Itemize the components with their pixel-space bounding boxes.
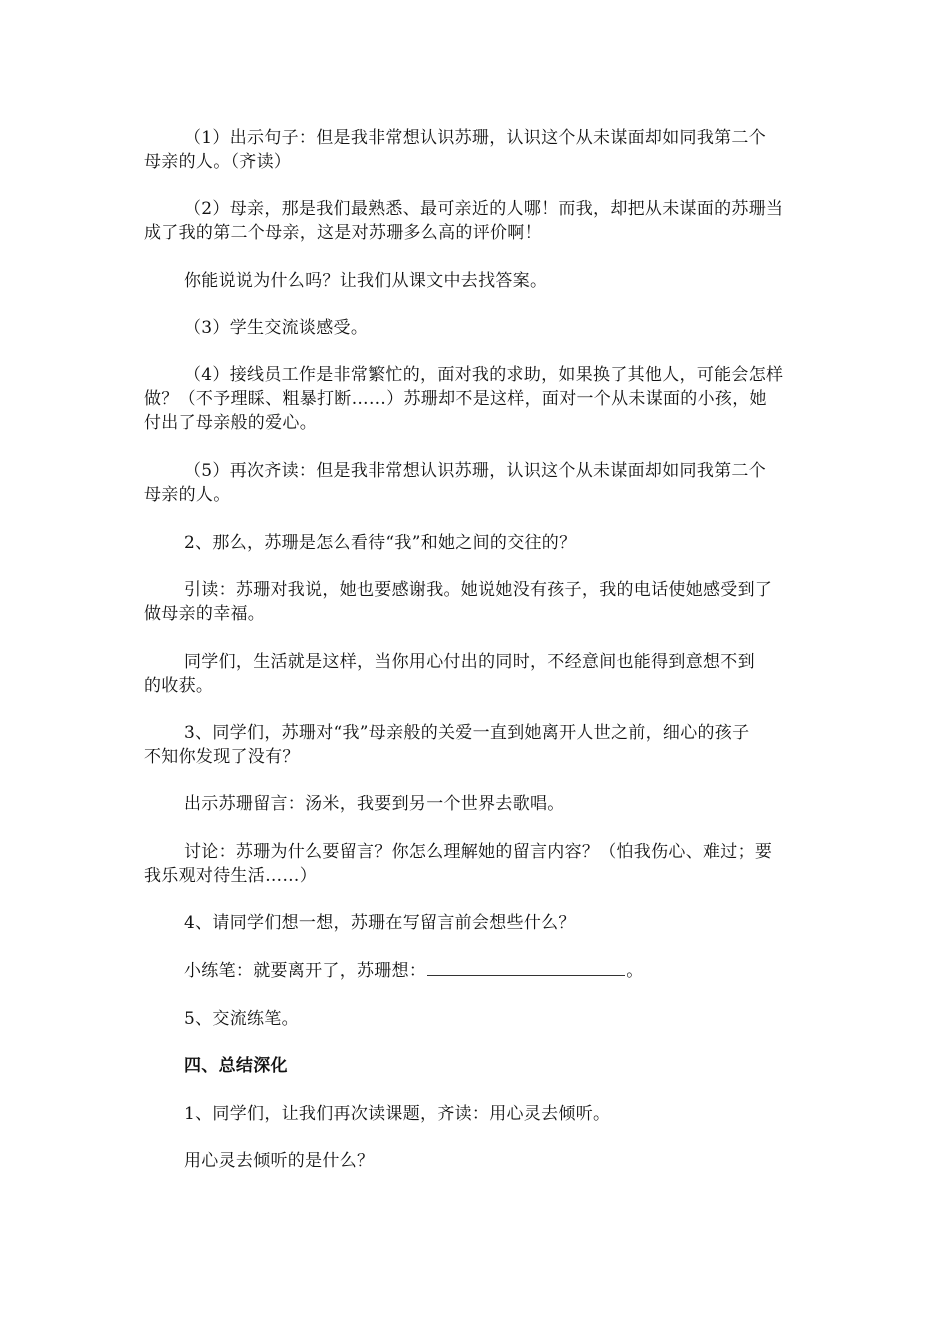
writing-exercise-prompt: 小练笔：就要离开了，苏珊想： <box>184 961 427 981</box>
writing-exercise-end-mark: 。 <box>626 961 644 981</box>
section-heading <box>144 1054 809 1078</box>
text-line: （4）接线员工作是非常繁忙的，面对我的求助，如果换了其他人，可能会怎样 <box>184 365 784 385</box>
text-line: 做母亲的幸福。 <box>144 604 266 624</box>
paragraph-17 <box>144 1102 809 1126</box>
text-line: 付出了母亲般的爱心。 <box>144 413 317 433</box>
text-line: 4、请同学们想一想，苏珊在写留言前会想些什么？ <box>184 913 576 933</box>
text-line: 讨论：苏珊为什么要留言？你怎么理解她的留言内容？（怕我伤心、难过；要 <box>184 842 773 862</box>
text-line: 2、那么，苏珊是怎么看待“我”和她之间的交往的？ <box>184 533 577 553</box>
paragraph-12 <box>144 840 809 888</box>
paragraph-10 <box>144 721 809 769</box>
paragraph-3 <box>144 269 809 293</box>
paragraph-18 <box>144 1149 809 1173</box>
text-line: 成了我的第二个母亲，这是对苏珊多么高的评价啊！ <box>144 223 542 243</box>
paragraph-1 <box>144 126 809 174</box>
section-heading-text: 四、总结深化 <box>184 1056 288 1076</box>
text-line: （2）母亲，那是我们最熟悉、最可亲近的人哪！而我，却把从未谋面的苏珊当 <box>184 199 784 219</box>
text-line: 我乐观对待生活……） <box>144 866 317 886</box>
writing-exercise-line <box>144 959 809 983</box>
text-line: 1、同学们，让我们再次读课题，齐读：用心灵去倾听。 <box>184 1104 611 1124</box>
text-line: 出示苏珊留言：汤米，我要到另一个世界去歌唱。 <box>184 794 565 814</box>
text-line: 的收获。 <box>144 676 214 696</box>
text-line: 做？（不予理睬、粗暴打断……）苏珊却不是这样，面对一个从未谋面的小孩，她 <box>144 389 767 409</box>
paragraph-15 <box>144 1007 809 1031</box>
text-line: 5、交流练笔。 <box>184 1009 299 1029</box>
paragraph-9 <box>144 650 809 698</box>
writing-exercise-paragraph <box>144 959 809 983</box>
text-line: （1）出示句子：但是我非常想认识苏珊，认识这个从未谋面却如同我第二个 <box>184 128 767 148</box>
paragraph-7 <box>144 531 809 555</box>
text-line: 你能说说为什么吗？让我们从课文中去找答案。 <box>184 271 548 291</box>
paragraph-4 <box>144 316 809 340</box>
paragraph-6 <box>144 459 809 507</box>
text-line: （3）学生交流谈感受。 <box>184 318 369 338</box>
text-line: 同学们，生活就是这样，当你用心付出的同时，不经意间也能得到意想不到 <box>184 652 755 672</box>
paragraph-5 <box>144 363 809 435</box>
text-line: 母亲的人。（齐读） <box>144 152 292 172</box>
text-line: （5）再次齐读：但是我非常想认识苏珊，认识这个从未谋面却如同我第二个 <box>184 461 767 481</box>
text-line: 引读：苏珊对我说，她也要感谢我。她说她没有孩子，我的电话使她感受到了 <box>184 580 773 600</box>
paragraph-13 <box>144 911 809 935</box>
paragraph-2 <box>144 197 809 245</box>
text-line: 不知你发现了没有？ <box>144 747 300 767</box>
text-line: 3、同学们，苏珊对“我”母亲般的关爱一直到她离开人世之前，细心的孩子 <box>184 723 750 743</box>
text-line: 用心灵去倾听的是什么？ <box>184 1151 375 1171</box>
paragraph-8 <box>144 578 809 626</box>
text-line: 母亲的人。 <box>144 485 231 505</box>
answer-blank[interactable] <box>427 959 625 976</box>
paragraph-11 <box>144 792 809 816</box>
